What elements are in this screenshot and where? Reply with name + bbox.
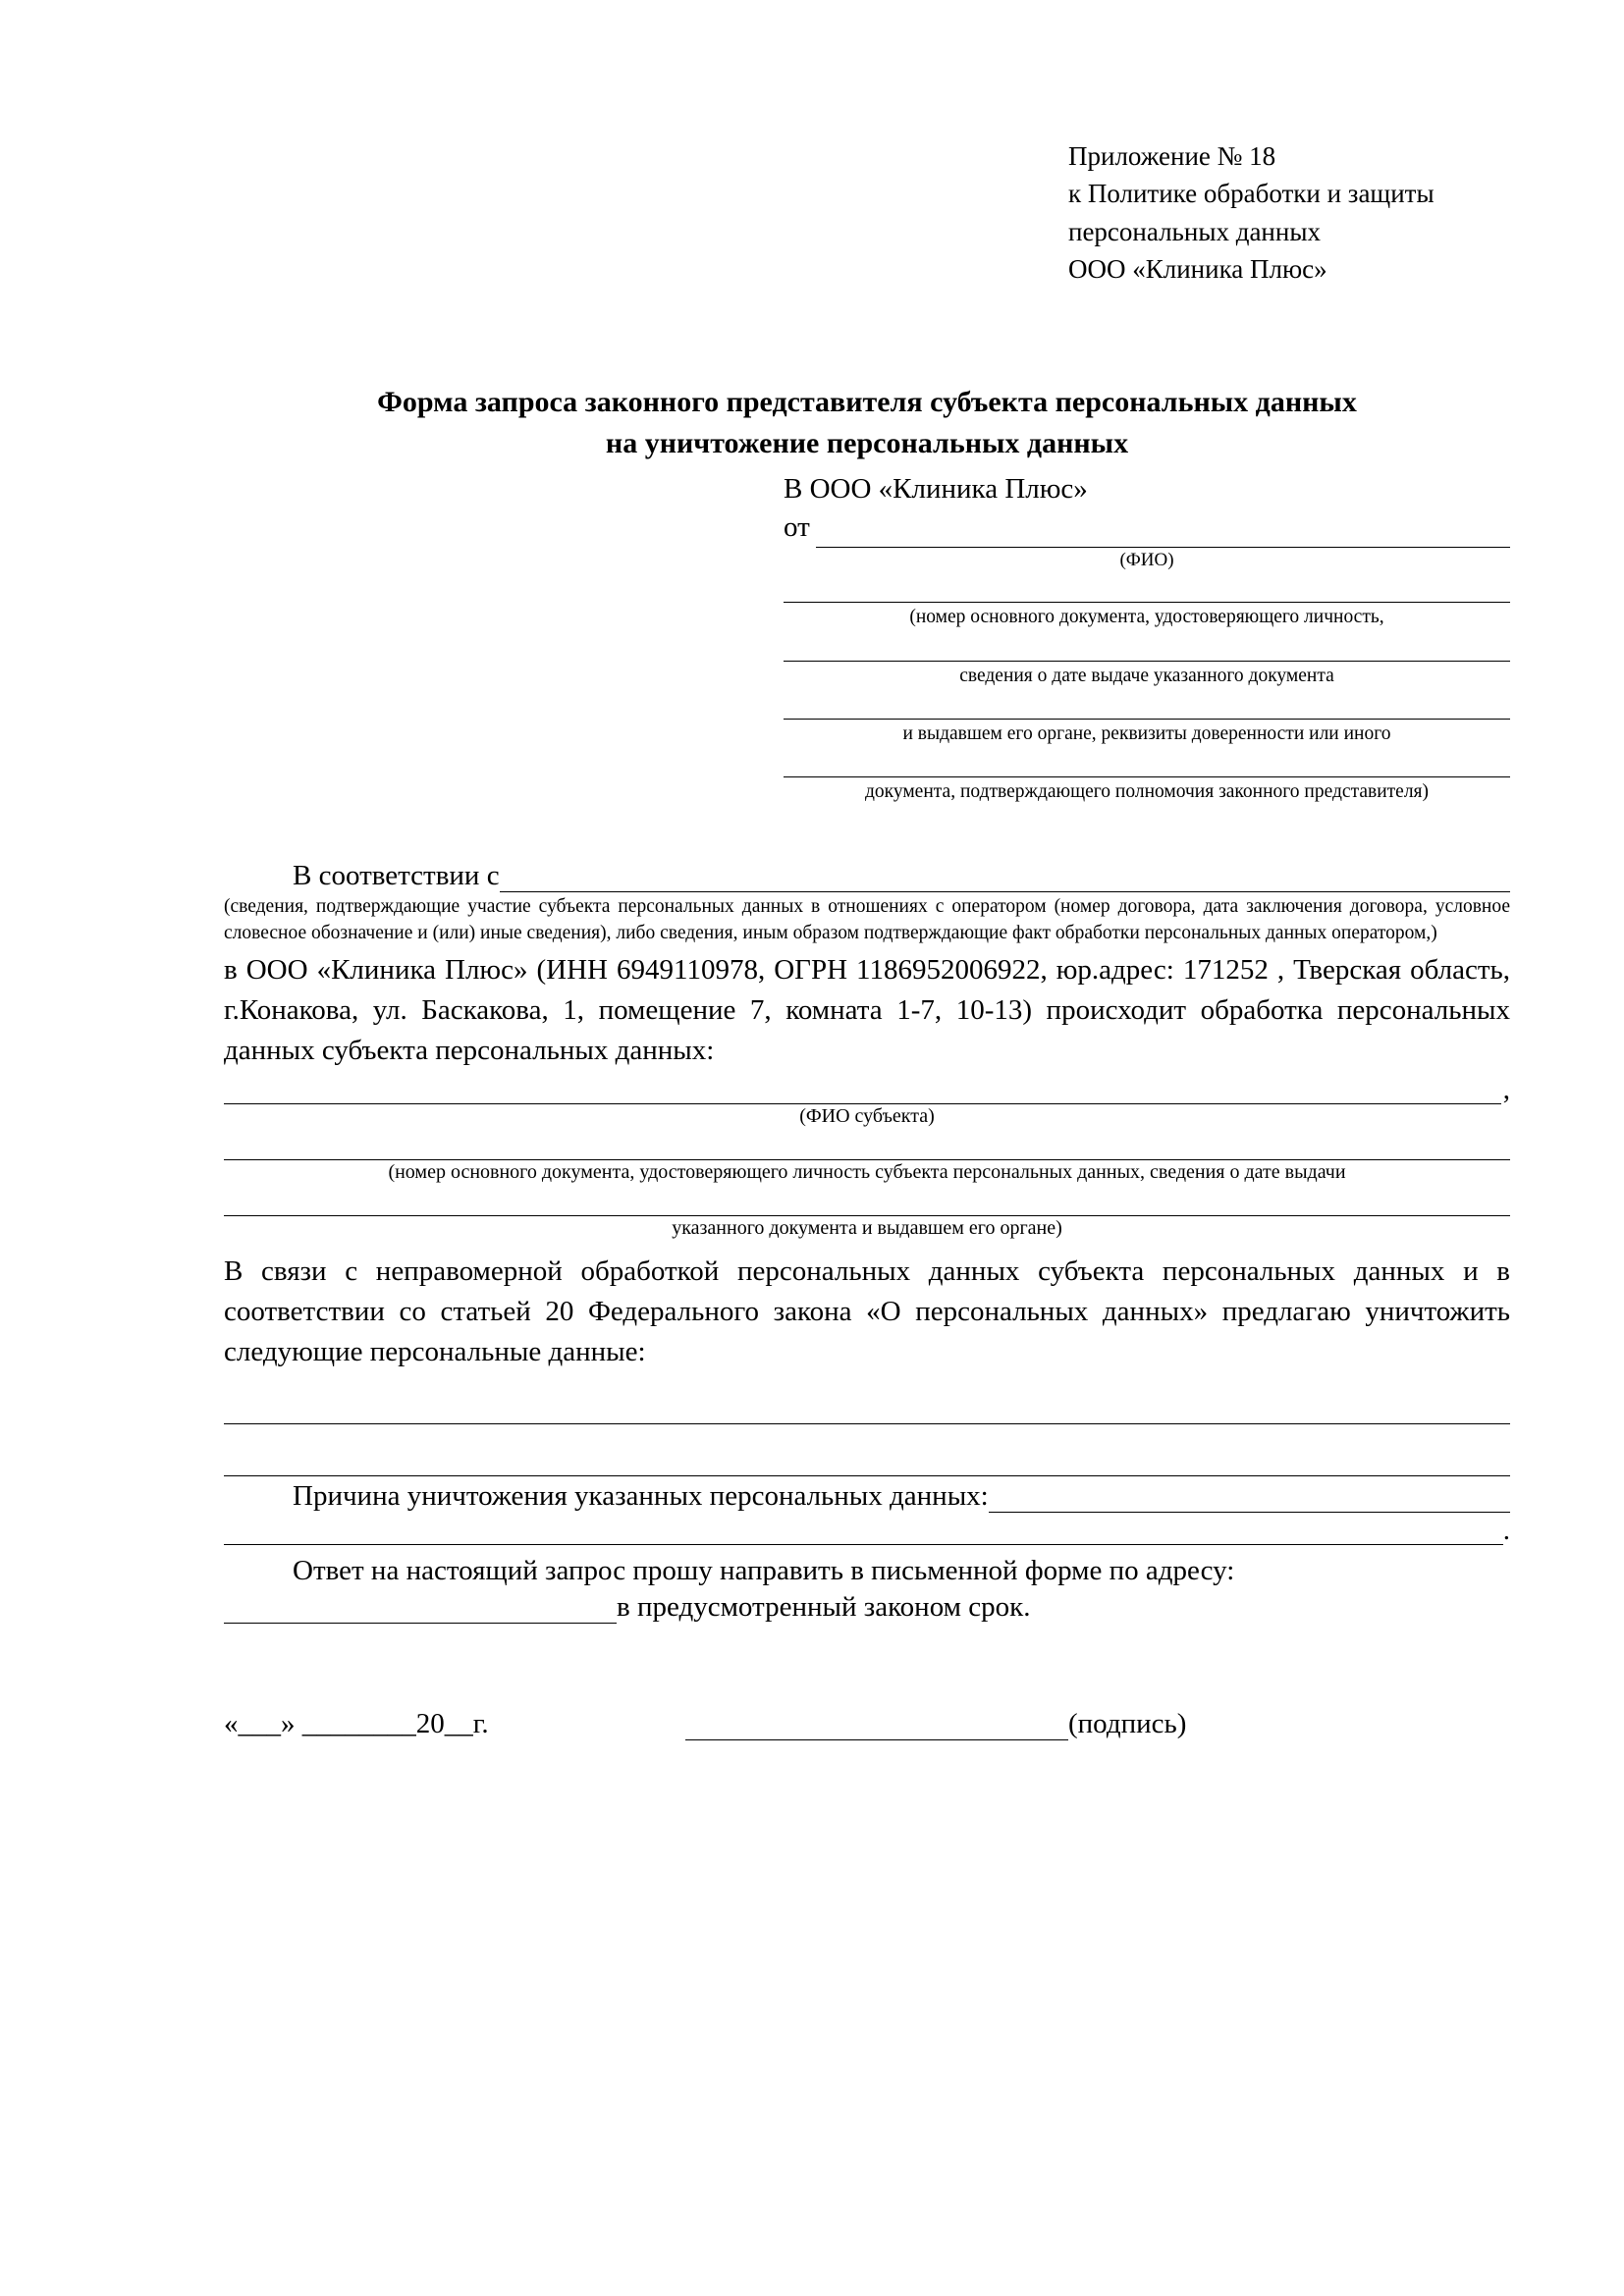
subject-doc-input-2[interactable]: [224, 1184, 1510, 1216]
date-field[interactable]: «___» ________20__г.: [224, 1708, 489, 1740]
reason-input-1[interactable]: [989, 1486, 1510, 1513]
doc-number-caption: (номер основного документа, удостоверяющего личность,: [909, 607, 1384, 628]
doc-power-caption: документа, подтверждающего полномочия законного представителя): [864, 781, 1430, 803]
body-block: [224, 860, 1510, 1624]
in-accordance-caption: (сведения, подтверждающие участие субъекта персональных данных в отношениях с оператором (номер договора, дата заключения договора, условное словесное обозначение и (или) иные сведения), либо сведения, иным образом подтверждающие факт обработки персональных данных оператором,): [224, 896, 1510, 943]
doc-issuer-input[interactable]: [784, 689, 1510, 720]
comma-mark: ,: [1502, 1073, 1510, 1105]
signature-row: [224, 1708, 1510, 1740]
answer-tail: в предусмотренный законом срок.: [617, 1591, 1031, 1624]
request-paragraph: В связи с неправомерной обработкой персональных данных субъекта персональных данных и в соответствии со статьей 20 Федерального закона «О персональных данных» предлагаю уничтожить следующие персональные данные:: [224, 1255, 1510, 1367]
page-title-line-1: Форма запроса законного представителя субъекта персональных данных: [377, 386, 1357, 419]
reason-input-2[interactable]: [224, 1513, 1503, 1545]
appendix-header: [1068, 137, 1510, 288]
answer-paragraph-row: [224, 1551, 1510, 1591]
reason-row-2: [224, 1513, 1510, 1545]
subject-fio-input[interactable]: [224, 1072, 1501, 1104]
in-accordance-label: В соответствии с: [293, 860, 500, 892]
signature-caption: (подпись): [1068, 1708, 1187, 1740]
doc-date-input[interactable]: [784, 631, 1510, 662]
subject-fio-row: [224, 1072, 1510, 1104]
reason-label: Причина уничтожения указанных персональных данных:: [293, 1480, 989, 1513]
addressee-block: [224, 470, 1510, 805]
answer-address-row: [224, 1591, 1510, 1624]
document-content: [224, 137, 1510, 1740]
signature-input[interactable]: [685, 1714, 1068, 1740]
data-to-destroy-input-1[interactable]: [224, 1392, 1510, 1424]
subject-doc-caption-2: указанного документа и выдавшем его органе): [672, 1216, 1062, 1239]
subject-fio-caption: (ФИО субъекта): [799, 1104, 935, 1127]
fio-caption: (ФИО): [1119, 549, 1174, 570]
appendix-line-4: ООО «Клиника Плюс»: [1068, 253, 1327, 284]
from-fio-input[interactable]: [816, 521, 1510, 548]
page-title-line-2: на уничтожение персональных данных: [605, 427, 1129, 460]
in-accordance-input[interactable]: [500, 866, 1510, 892]
doc-power-input[interactable]: [784, 747, 1510, 777]
subject-doc-input-1[interactable]: [224, 1128, 1510, 1160]
subject-doc-caption-1: (номер основного документа, удостоверяющего личность субъекта персональных данных, сведения о дате выдачи: [388, 1160, 1346, 1183]
addressee-organization: В ООО «Клиника Плюс»: [784, 473, 1088, 506]
reason-row: [224, 1480, 1510, 1513]
from-label: от: [784, 511, 810, 544]
period-mark: .: [1502, 1515, 1510, 1547]
appendix-line-1: Приложение № 18: [1068, 141, 1276, 171]
page-title: [224, 382, 1510, 464]
from-field-row: [784, 508, 1510, 547]
doc-number-input[interactable]: [784, 572, 1510, 603]
signature-field-group: [685, 1708, 1510, 1740]
appendix-line-3: персональных данных: [1068, 216, 1321, 246]
operator-paragraph: в ООО «Клиника Плюс» (ИНН 6949110978, ОГРН 1186952006922, юр.адрес: 171252 , Тверская область, г.Конакова, ул. Баскакова, 1, помещение 7, комната 1-7, 10-13) происходит обработка персональных данных субъекта персональных данных:: [224, 954, 1510, 1067]
answer-address-input[interactable]: [224, 1597, 617, 1624]
answer-paragraph: Ответ на настоящий запрос прошу направить в письменной форме по адресу:: [293, 1555, 1235, 1587]
doc-date-caption: сведения о дате выдаче указанного документа: [959, 665, 1334, 686]
appendix-line-2: к Политике обработки и защиты: [1068, 179, 1435, 209]
in-accordance-row: [224, 860, 1510, 892]
doc-issuer-caption: и выдавшем его органе, реквизиты доверенности или иного: [902, 722, 1391, 744]
data-to-destroy-input-2[interactable]: [224, 1444, 1510, 1476]
